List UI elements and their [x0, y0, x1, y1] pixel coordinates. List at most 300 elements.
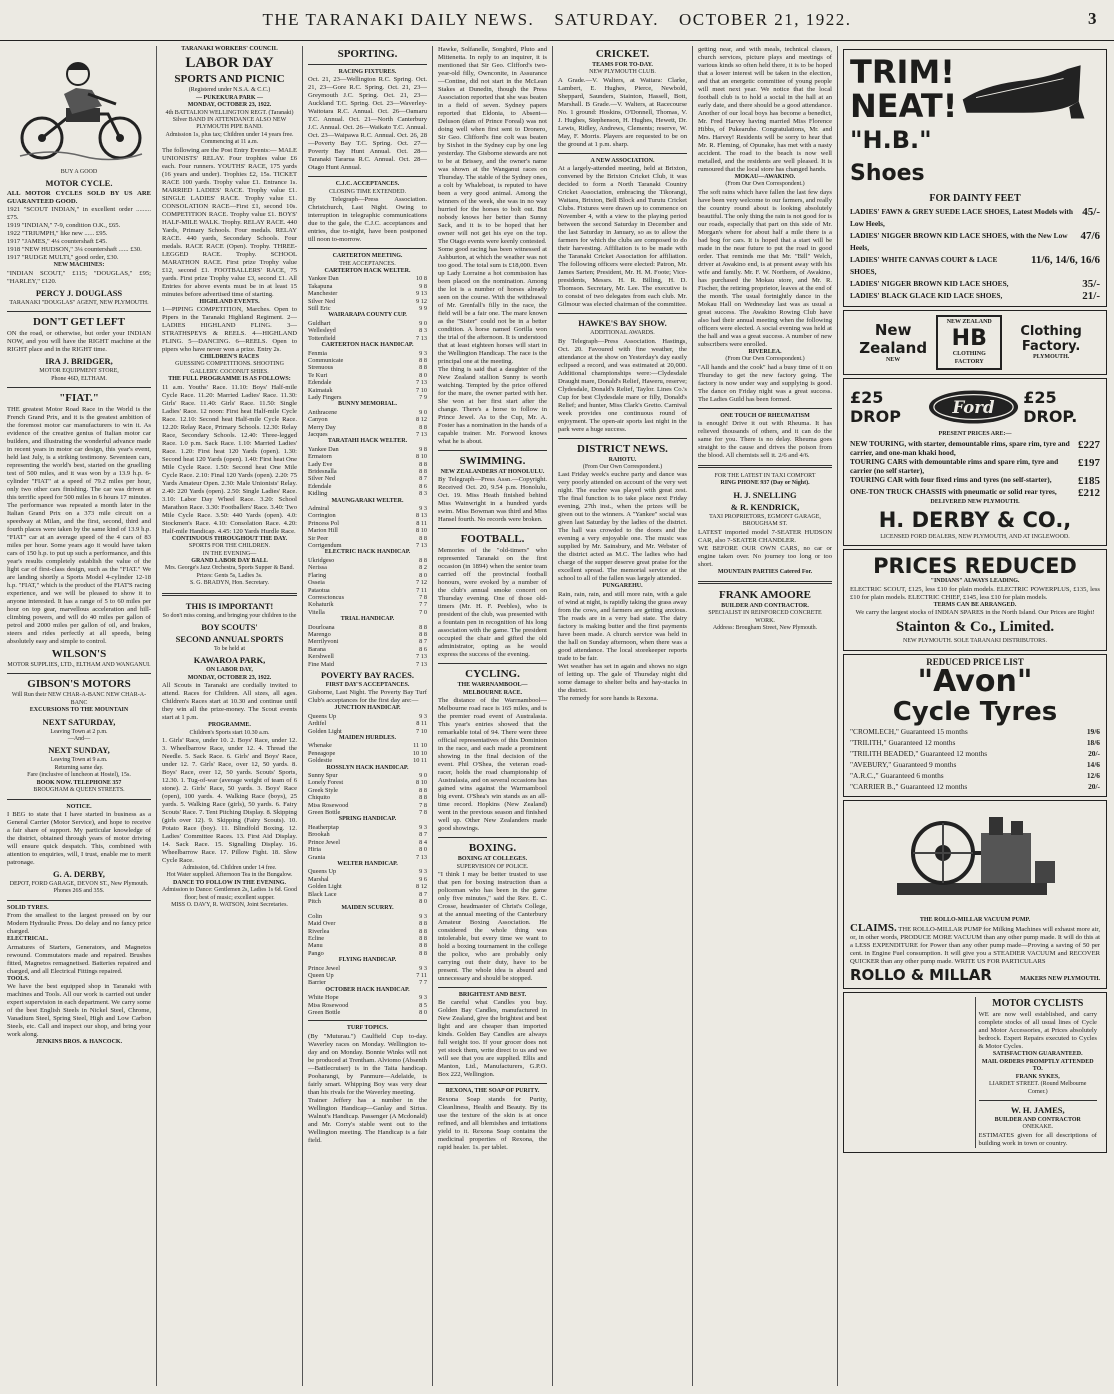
horse-name: Green Bottle [308, 1009, 341, 1017]
race-entry-row [308, 542, 427, 549]
association-text: At a largely-attended meeting, held at Brixton, convened by the Brixton Cricket Club, it was decided to form a North Taranaki Country Cricket Association, embracing the Tikorangi, Waitara, Brixton, Bell Block and Turutu Cricket Clubs. Fixtures were drawn up to commence on November 4, with a view to the playing period between the second Saturday in December and the last Saturday in January, so as to allow the farmers for which the clubs are composed to do their harvesting. Affiliation is to be made with the Taranaki Cricket Association for affiliation. The following officers were elected: Patron, Mr. James Sarten; President, Mr. H. M. Foote; Vice-presidents, Messrs. H. R. Billing, H. D. Thomson. Secretary, Mr. Lee. The executive is to consist of two delegates from each club. Mr. Gilmour was elected chairman of the committee. [558, 165, 687, 309]
tyre-row [850, 759, 1100, 770]
race-entry-row [308, 446, 427, 453]
highland-text: 1—PIPING COMPETITION, Marches. Open to Pipers in the Taranaki Highland Regiment. 2—LADIES HIGHLAND FLING. 3—STRATHSPEYS & REELS. 4—HIGHLAND FLING. 5—DANCING. 6—REELS. Open to pipers who have never won a prize. Entry 2s. [162, 306, 297, 354]
horse-name: Corresctoncus [308, 593, 345, 601]
race-entry-row [308, 787, 427, 794]
horse-name: Princess Pol [308, 519, 339, 527]
boxing-text: "I think I may be better trusted to use that pen for boxing instruction than a policeman who has been in the game only five minutes," said the Rev. E. C. Crosse, headmaster of Christ's College, at the annual meeting of the Canterbury Amateur Boxing Association. He considered the whole thing was intolerable, but every time we want to hold a boxing tournament in the college the police, who are probably only carrying out their duty, have to be present. The whole idea is absurd and unnecessary and should be stopped. [438, 871, 547, 983]
horse-name: Barrier [308, 979, 326, 987]
column-6 [693, 46, 838, 1386]
horse-weight: 8 8 [419, 364, 427, 372]
additional-awards: ADDITIONAL AWARDS. [590, 330, 655, 337]
tyre-price: 20/- [1088, 782, 1100, 792]
venue: — PUKEKURA PARK — [195, 94, 264, 101]
bottom-ads [843, 992, 1107, 1152]
brightest-heading: BRIGHTEST AND BEST. [458, 992, 527, 999]
race-entry-row [308, 920, 427, 927]
horse-weight: 7 7 [419, 979, 427, 987]
shoe-description: LADIES' FAWN & GREY SUEDE LACE SHOES, Latest Models with Low Heels, [850, 207, 1073, 228]
shoe-price: 35/- [1082, 278, 1100, 290]
estimates-text: ESTIMATES given for all descriptions of building work in town or country. [978, 1131, 1097, 1147]
taxi-ring: RING PHONE 937 (Day or Night). [720, 480, 810, 487]
horse-name: Pitch [308, 897, 321, 905]
moto-heading: MOTOR CYCLE. [45, 178, 113, 189]
horse-name: Vitella [308, 608, 325, 616]
horse-weight: 9 3 [419, 912, 427, 920]
page-number: 3 [1088, 9, 1098, 28]
football-text: Memories of the "old-timers" who represented Taranaki on the first occasion (in 1894) when the senior team carried off the provincial football honours, were evoked by a number of the club's annual smoke concert on Thursday evening. One of those old-timers (Mr. H. F. Peebles), who is president of the club, was presented with a fountain pen in recognition of his long association with the game. The president occupied the chair and gifted the old administrator, opting as he would express the success of the evening. [438, 547, 547, 659]
rheumatism-text: is enough! Drive it out with Rheuma. It has relieved thousands of others, and it can do the same for you. There is no delay. Rheuma goes straight to the cause and drives the poison from the blood. All chemists sell it. 2/6 and 4/6. [698, 420, 832, 460]
wilson-subtitle: MOTOR SUPPLIES, LTD., ELTHAM AND WANGANUI. [7, 662, 151, 669]
secretary-name: S. G. BRADYN, Hon. Secretary. [189, 580, 270, 587]
race-entry-row [308, 950, 427, 957]
horse-weight: 8 3 [419, 490, 427, 498]
horse-weight: 9 0 [419, 319, 427, 327]
horse-name: Marshal [308, 875, 329, 883]
colleges-heading: BOXING AT COLLEGES. [457, 856, 528, 863]
tyre-price-list [850, 726, 1100, 792]
horse-weight: 8 8 [419, 920, 427, 928]
horse-name: Still Eric [308, 305, 331, 313]
horse-name: Miss Rosewood [308, 1001, 349, 1009]
mokau-sub: (From Our Own Correspondent.) [725, 181, 805, 188]
horse-name: Golden Light [308, 883, 342, 891]
tools-text: We have the best equipped shop in Taranaki with machines and Tools. All our work is carried out under expert supervision in each department. We carry some of the best English Steels in Nickel Steel, Chrome, Vanadium Steel, Spring Steel, High and Low Carbon Steels, etc. Call and inspect our shop, and bring your work along. [7, 982, 151, 1038]
horse-name: Maid Over [308, 920, 336, 928]
cycle-tyres: Cycle Tyres [892, 697, 1058, 728]
nz-new: NEW [885, 356, 901, 363]
shoe-price-row [850, 278, 1100, 290]
nz-clothing-ad [843, 310, 1107, 375]
horse-name: Flaring [308, 571, 327, 579]
taxi-for: FOR THE LATEST IN TAXI COMFORT [714, 473, 816, 480]
tyre-price: 20/- [1088, 749, 1100, 759]
race-entry-row [308, 868, 427, 875]
gibson-subtitle: Will Run their NEW CHAR-A-BANC NEW CHAR-A-BANC [11, 692, 147, 706]
hb-heading: "H.B." [850, 126, 932, 154]
highland-heading: HIGHLAND EVENTS. [199, 298, 260, 305]
james-name: W. H. JAMES, [1010, 1104, 1065, 1115]
moto-list-item: 1917 "JAMES," 4¼ countershaft £45. [7, 238, 108, 246]
paper-day: SATURDAY. [554, 10, 659, 29]
horse-weight: 9 3 [419, 868, 427, 876]
race-heading: TRIAL HANDICAP. [340, 616, 395, 623]
horse-weight: 8 6 [419, 645, 427, 653]
horse-weight: 8 8 [419, 942, 427, 950]
stainton-sub: NEW PLYMOUTH. SOLE TARANAKI DISTRIBUTORS. [903, 638, 1047, 645]
grand-ball-text: Mrs. George's Jazz Orchestra, Sports Supper & Band. Prizes: Gents 5s, Ladies 3s. [165, 565, 294, 579]
race-entry-row [308, 772, 427, 779]
horse-name: Barana [308, 645, 326, 653]
important-heading: THIS IS IMPORTANT! [185, 600, 274, 611]
race-entry-row [308, 557, 427, 564]
ford-price-row [850, 439, 1100, 457]
rollo-millar-ad [843, 800, 1107, 989]
race-entry-row [308, 327, 427, 334]
race-heading: FIRST DAY'S ACCEPTANCES. [325, 681, 410, 688]
race-entry-row [308, 364, 427, 371]
horse-weight: 9 0 [419, 772, 427, 780]
race-entry-row [308, 965, 427, 972]
race-entry-row [308, 320, 427, 327]
race-heading: BUNNY MEMORIAL. [337, 401, 398, 408]
ford-price: £227 [1078, 438, 1100, 451]
horse-weight: 7 12 [415, 579, 427, 587]
horse-name: Admiral [308, 505, 329, 513]
labor-day-heading: LABOR DAY [185, 55, 274, 72]
mail-orders: MAIL ORDERS PROMPTLY ATTENDED TO. [981, 1058, 1094, 1073]
taxi-proprietors: TAXI PROPRIETORS, EGMONT GARAGE, BROUGHAM ST. [709, 513, 821, 528]
scouts-date: MONDAY, OCTOBER 23, 1922. [187, 674, 272, 681]
horse-name: Nerissa [308, 564, 327, 572]
riverlea-heading: RIVERLEA. [748, 348, 782, 355]
horse-name: Green Bottle [308, 809, 341, 817]
wilson-name: WILSON'S [51, 648, 107, 661]
horse-weight: 7 9 [419, 393, 427, 401]
derby-depot: DEPOT, FORD GARAGE, DEVON ST., New Plymouth. Phones 26S and 35S. [9, 880, 149, 895]
tyre-row [850, 781, 1100, 792]
evening-note: IN THE EVENING— [202, 550, 257, 557]
race-entry-row [308, 742, 427, 749]
race-heading: MAIDEN HURDLES. [338, 735, 396, 741]
horse-weight: 9 3 [419, 712, 427, 720]
ford-price: £212 [1078, 486, 1100, 499]
ford-model: TOURING CARS with demountable rims and spare rim, tyre and carrier (no self starter), [850, 456, 1059, 475]
horse-weight: 8 6 [419, 482, 427, 490]
nz-word: New Zealand [859, 320, 928, 357]
terms-text: We carry the largest stocks of INDIAN SPARES in the North Island. Our Prices are Right! [855, 609, 1095, 617]
race-heading: MAIDEN SCURRY. [341, 905, 394, 912]
amoore-name: FRANK AMOORE [719, 589, 811, 602]
horse-weight: 9 3 [419, 994, 427, 1002]
horse-name: Chiquito [308, 794, 331, 802]
satisfaction-note: SATISFACTION GUARANTEED. [992, 1051, 1083, 1058]
race-heading: ELECTRIC HACK HANDICAP. [324, 549, 411, 556]
rahotu-heading: RAHOTU. [608, 456, 637, 463]
horse-name: Edendale [308, 482, 332, 490]
horse-weight: 8 4 [419, 838, 427, 846]
race-entry-row [308, 1009, 427, 1016]
race-entry-row [308, 305, 427, 312]
column-1 [2, 46, 157, 1386]
horse-name: Silver Ned [308, 475, 336, 483]
horse-name: Kershwell [308, 653, 334, 661]
return-note: Returning same day. [54, 764, 104, 771]
horse-name: Whenake [308, 742, 332, 750]
hawkes-bay-heading: HAWKE'S BAY SHOW. [578, 318, 667, 329]
claims-body: THE ROLLO-MILLAR PUMP for Milking Machines will exhaust more air, or, in other words, PRODUCE MORE VACUUM than any other pump made. It will do this at a LESS EXPENDITURE for Power than any other pump made—Proving a saving of 50 per cent. in Engine Fuel consumption. It will give you a STEADIER VACUUM and RECOVER QUICKER than any other pump made. WRITE US FOR PARTICULARS [850, 926, 1100, 966]
ford-price: £197 [1078, 456, 1100, 469]
nz-logo-top: NEW ZEALAND [946, 319, 992, 325]
race-entry-row [308, 594, 427, 601]
sports-children-note: SPORTS FOR THE CHILDREN. [188, 543, 271, 550]
race-acceptance-tables [308, 268, 427, 1016]
race-entry-row [308, 512, 427, 519]
horse-weight: 7 13 [415, 660, 427, 668]
horse-name: Lady Fingers [308, 393, 342, 401]
race-entry-row [308, 564, 427, 571]
race-entry-row [308, 883, 427, 890]
band-note: 4th BATTALION WELLINGTON REGT. (Taranaki) Silver BAND IN ATTENDANCE ALSO NEW PLYMOUTH PIPE BAND. [165, 109, 294, 131]
race-entry-row [308, 646, 427, 653]
tyre-name: "TRILITH," Guaranteed 12 months [850, 738, 956, 748]
race-heading: MAUNGARAKI WELTER. [331, 497, 404, 504]
motor-cyclists-heading: MOTOR CYCLISTS [992, 998, 1084, 1010]
horse-name: Sunny Spur [308, 772, 338, 780]
race-entry-row [308, 379, 427, 386]
dont-get-left-heading: DON'T GET LEFT [33, 316, 125, 329]
shoe-price-row [850, 290, 1100, 302]
tyre-name: "CROMLECH," Guaranteed 15 months [850, 727, 968, 737]
horse-weight: 8 8 [419, 927, 427, 935]
horse-weight: 8 12 [415, 416, 427, 424]
race-entry-row [308, 350, 427, 357]
race-entry-row [308, 527, 427, 534]
excursions: EXCURSIONS TO THE MOUNTAIN [29, 707, 129, 714]
horse-weight: 8 3 [419, 327, 427, 335]
horse-name: Lady Eve [308, 460, 333, 468]
ford-logo-icon [924, 383, 1023, 431]
racing-fixtures-list: Oct. 21, 23—Wellington R.C. Spring. Oct. 21, 23—Gore R.C. Spring. Oct. 21, 23—Greymouth J.C. Spring. Oct. 21, 23—Auckland T.C. Spring. Oct. 23—Waverley-Waitotara R.C. Annual. Oct. 26—Oamaru T.C. Annual. Oct. 21—North Canterbury J.C. Annual. Oct. 26—Waikato T.C. Annual. Oct. 23—Waipawa R.C. Annual. Oct. 26, 28—Poverty Bay T.C. Spring. Oct. 27—Poverty Bay Hunt Annual. Oct. 28—Taranaki Tararua R.C. Annual. Oct. 28—Otago Hunt Annual. [308, 76, 427, 172]
horse-weight: 8 0 [419, 371, 427, 379]
horse-weight: 10 8 [415, 275, 427, 283]
horse-weight: 11 10 [413, 742, 427, 750]
race-entry-row [308, 779, 427, 786]
honolulu-text: By Telegraph—Press Assn.—Copyright. Received Oct. 20, 9.54 p.m. Honolulu, Oct. 19. Miss Heath finished behind Miss Wainwright in a hundred yards swim. Miss Bowman was third and Miss Hansel fourth. No records were broken. [438, 476, 547, 524]
column-4 [433, 46, 553, 1386]
race-entry-row [308, 335, 427, 342]
race-entry-row [308, 891, 427, 898]
horse-name: Te Kuri [308, 371, 328, 379]
new-machines-list: "INDIAN SCOUT," £115; "DOUGLAS," £95; "HARLEY," £120. [7, 269, 151, 285]
programme-items: 1. Girls' Race, under 10. 2. Boys' Race, under 12. 3. Wheelbarrow Race, under 12. 4. Thread the Needle. 5. Sack Race. 6. Girls' and Boys' Race, under 12. 7. Girls' Race, over 12, 50 yards. 8. Boys' Race, over 12, 50 yards. Scouts' Sports, 12.30. 1. Tug-of-war (average weight of team of 6 stone). 2. Girls' Race, 50 yards. 3. Boys' Race (open), 100 yards. 4. Walking Race (boys), 25 yards. 5. Walking Race (girls), 50 yards. 6. Fairy Scouts' Race. 7. Tent Pitching Display. 8. Skipping (girls over 12). 9. Skipping (Fairy Scouts). 10. Potato Race (boy). 11. Blindfold Boxing. 12. Ladies' Committee Races. 13. First Aid Display. 14. Sack Race. 15. Signalling Display. 16. Wheelbarrow Race. 17. Pillow Fight. 18. Slow Cycle Race. [162, 736, 297, 864]
reduced-price-list: REDUCED PRICE LIST [926, 656, 1024, 667]
horse-name: Guldhart [308, 319, 331, 327]
race-entry-row [308, 505, 427, 512]
present-prices: PRESENT PRICES ARE:— [938, 431, 1012, 438]
race-entry-row [308, 713, 427, 720]
tyre-row [850, 748, 1100, 759]
race-entry-row [308, 1002, 427, 1009]
race-entry-row [308, 854, 427, 861]
teams-heading: TEAMS FOR TO-DAY. [592, 62, 653, 68]
horse-weight: 8 10 [415, 779, 427, 787]
shoe-price-row [850, 254, 1100, 278]
horse-name: Silver Ned [308, 297, 336, 305]
scouts-text: All Scouts in Taranaki are cordially invited to attend. Races for Children. All sizes, all ages. Children's Races start at 10.30 and continue until they win all the prize-money. The Scout events start at 1 p.m. [162, 682, 297, 722]
horse-weight: 7 13 [415, 379, 427, 387]
race-entry-row [308, 928, 427, 935]
race-heading: CARTERTON HACK WELTER. [324, 268, 411, 275]
horse-name: Ermatorn [308, 453, 332, 461]
race-heading: Gisborne, Last Night. The Poverty Bay Turf Club's acceptances for the first day are:— [308, 689, 427, 705]
james-sub: BUILDER AND CONTRACTOR [994, 1116, 1081, 1123]
horse-weight: 9 3 [419, 349, 427, 357]
horse-name: Osseia [308, 579, 325, 587]
stainton-ad [843, 549, 1107, 650]
turf-topics-text: (By "Muturau.") Caulfield Cup to-day. Waverley races on Monday. Wellington to-day and on Monday. Bonnie Winks will not be produced at Trentham. Alviomo (Absenth—Battlecruiser) is in the Taita handicap. Pooharangi, by Panmure—Adelaide, is fairly smart. Whipping Boy was very dear than his rivals for the Waverley meeting. [308, 1032, 427, 1096]
motorcycle-rider-illustration [12, 48, 147, 166]
solid-tyres-text: From the smallest to the largest pressed on by our Modern Hydraulic Press. Do delay and no fancy price charged. [7, 912, 151, 936]
horse-name: Grania [308, 853, 326, 861]
horse-weight: 8 7 [419, 890, 427, 898]
horse-weight: 9 6 [419, 875, 427, 883]
race-entry-row [308, 475, 427, 482]
race-entry-row [308, 609, 427, 616]
race-entry-row [308, 839, 427, 846]
derby-sub: LICENSED FORD DEALERS, NEW PLYMOUTH, AND AT INGLEWOOD. [880, 534, 1070, 541]
solid-tyres-heading: SOLID TYRES. [7, 904, 49, 911]
shoe-description: LADIES' NIGGER BROWN KID LACE SHOES, [850, 279, 1009, 288]
race-entry-row [308, 979, 427, 986]
horse-name: Canyon [308, 416, 328, 424]
horse-name: Ecline [308, 934, 325, 942]
new-machines-heading: NEW MACHINES: [53, 262, 105, 269]
race-entry-row [308, 283, 427, 290]
moto-list-item: 1917 "RUDGE MULTI," good order, £30. [7, 254, 119, 262]
race-entry-row [308, 579, 427, 586]
race-entry-row [308, 601, 427, 608]
joint-secretaries: MISS O. DAVY, R. WATSON, Joint Secretaries. [171, 902, 288, 908]
closing-time-heading: CLOSING TIME EXTENDED. [328, 188, 407, 195]
programme-heading: PROGRAMME. [208, 722, 251, 729]
shoe-illustration [957, 54, 1100, 124]
race-entry-row [308, 720, 427, 727]
hot-water-note: Hot Water supplied. Afternoon Tea in the Bungalow. [166, 872, 293, 879]
horse-name: Strenuous [308, 364, 334, 372]
cycling-heading: CYCLING. [465, 668, 520, 681]
association-heading: A NEW ASSOCIATION. [590, 157, 655, 164]
tyre-name: "TRILITH BEADED," Guaranteed 12 months [850, 749, 988, 759]
latest-cars: LATEST imported model 7-SEATER HUDSON CAR, also 7-SEATER CHANDLER. [698, 528, 832, 544]
horse-name: Merrilyvoni [308, 638, 339, 646]
turf-continued-3: The thing is said that a daughter of the New Zealand stallion Sunny is worth watching. Tempted by the price offered for the mare, the owner parted with her. She won at her first start after the change. There's a horse to follow in Prince Jewel. As to the Cup, Mr. A. Foster has a nomination in the hands of a capable trainer. Mr. Forwood knows what he is about. [438, 366, 547, 445]
seller-subtitle: TARANAKI "DOUGLAS" AGENT, NEW PLYMOUTH. [9, 299, 149, 306]
horse-weight: 8 7 [419, 638, 427, 646]
horse-name: Lonely Forest [308, 779, 344, 787]
horse-name: Fenmia [308, 349, 327, 357]
admission-note: Admission 1s, plus tax; Children under 14 years free. [165, 131, 294, 138]
tyre-row [850, 770, 1100, 781]
horse-name: Yankee Dan [308, 275, 339, 283]
race-entry-row [308, 972, 427, 979]
race-entry-row [308, 824, 427, 831]
pungarehu-heading: PUNGAREHU. [602, 583, 643, 590]
acceptances-heading: THE ACCEPTANCES. [339, 260, 396, 267]
rahotu-sub: (From Our Own Correspondent.) [582, 464, 663, 471]
club-text: A Grade.—V. Walters, at Waitara: Clarke, Lambert, E. Hughes, Pierce, Newbold, Sheppard, Saunders, Stainton, Hassell, Bott, Marshall. B Grade.—V. Walters, at Racecourse No. 1 ground: Hoskins, O'Donnell, Thomas, V. J. Hughes, Stephenson, H. Hughes, Hewett, Dr. Lewis, Ridley, Andrews, Clements; reserve, W. May, F. Morris. Players are requested to be on the ground at 1 p.m. sharp. [558, 76, 687, 148]
horse-weight: 7 13 [415, 853, 427, 861]
shoe-price-list [850, 206, 1100, 302]
race-entry-row [308, 520, 427, 527]
and-divider: —And— [67, 736, 91, 743]
ira-phone: Phone 46D, ELTHAM. [51, 375, 107, 382]
horse-weight: 8 5 [419, 1001, 427, 1009]
race-entry-row [308, 728, 427, 735]
claims-word: CLAIMS. [850, 922, 897, 935]
horse-weight: 9 12 [415, 297, 427, 305]
horse-name: Queen Up [308, 972, 334, 979]
wet-weather-text: Wet weather has set in again and shows no sign of letting up. The gale of Thursday night did some damage to shelter belts and hay-stacks in the district. [558, 662, 687, 694]
horse-weight: 8 8 [419, 556, 427, 564]
horse-weight: 8 8 [419, 623, 427, 631]
tyre-price: 18/6 [1086, 738, 1100, 748]
race-entry-row [308, 653, 427, 660]
turf-topics-text-2: Trainer Jeffery has a number in the Wellington Handicap—Ganlay and Sirius. Walnut's Handicap. Passenger (A Mcdonald) and Mr. Corry's stable went out to the Wellington meeting. The Handicap is a fair field. [308, 1096, 427, 1144]
sykes-name: FRANK SYKES, [1015, 1073, 1060, 1080]
racing-fixtures-heading: RACING FIXTURES. [338, 69, 397, 75]
sporting-heading: SPORTING. [337, 48, 398, 60]
race-entry-row [308, 409, 427, 416]
nz-clothing-logo [936, 315, 1002, 370]
snelling-name: H. J. SNELLING [733, 489, 797, 500]
riverlea-text: "All hands and the cook" had a busy time of it on Thursday to get the new factory going. The factory is now under way and supplying is good. The dance on Friday night was a great success. The Ladies Guild has been formed. [698, 363, 832, 403]
race-entry-row [308, 387, 427, 394]
race-entry-row [308, 757, 427, 764]
supervision-heading: SUPERVISION OF POLICE. [456, 863, 529, 870]
horse-weight: 8 8 [419, 934, 427, 942]
gibson-heading: GIBSON'S MOTORS [27, 678, 131, 691]
horse-weight: 8 8 [419, 794, 427, 802]
horse-name: Corrigendum [308, 542, 342, 550]
horse-weight: 9 3 [419, 823, 427, 831]
race-entry-row [308, 935, 427, 942]
grand-ball-heading: GRAND LABOR DAY BALL [191, 557, 268, 564]
turf-topics-heading: TURF TOPICS. [346, 1025, 389, 1032]
horse-weight: 8 8 [419, 534, 427, 542]
next-saturday: NEXT SATURDAY, [42, 716, 116, 727]
brougham-address: BROUGHAM & QUEEN STREETS. [33, 787, 125, 794]
race-entry-row [308, 468, 427, 475]
race-entry-row [308, 490, 427, 497]
indians-leading: "INDIANS" ALWAYS LEADING. [930, 578, 1020, 585]
book-telephone: BOOK NOW. TELEPHONE 357 [36, 779, 122, 786]
rexona-note: The remedy for sore hands is Rexona. [558, 694, 659, 702]
race-entry-row [308, 638, 427, 645]
horse-weight: 9 8 [419, 445, 427, 453]
race-heading: SPRING HANDICAP. [338, 816, 397, 823]
shoe-description: LADIES' BLACK GLACE KID LACE SHOES, [850, 291, 1003, 300]
horse-weight: 8 0 [419, 897, 427, 905]
paper-date: OCTOBER 21, 1922. [679, 10, 852, 29]
race-entry-row [308, 898, 427, 905]
horse-weight: 8 11 [416, 720, 427, 728]
riverlea-sub: (From Our Own Correspondent.) [725, 356, 805, 363]
race-entry-row [308, 846, 427, 853]
horse-weight: 8 8 [419, 356, 427, 364]
horse-name: Kidling [308, 490, 328, 498]
race-heading: OCTOBER HACK HANDICAP. [325, 986, 410, 993]
horse-name: Anthracene [308, 408, 338, 416]
ford-price-row [850, 475, 1100, 487]
race-entry-row [308, 572, 427, 579]
delivered-note: DELIVERED NEW PLYMOUTH. [930, 498, 1020, 505]
shoe-price: 45/- [1082, 206, 1100, 218]
claims-text [850, 924, 1100, 966]
fare-note: Fare (inclusive of luncheon at Hostel), 15s. [27, 772, 131, 779]
race-entry-row [308, 290, 427, 297]
race-heading: JUNCTION HANDICAP. [334, 705, 401, 712]
carterton-heading: CARTERTON MEETING. [332, 253, 403, 260]
horse-weight: 8 8 [419, 460, 427, 468]
horse-name: Jacques [308, 430, 328, 438]
race-entry-row [308, 794, 427, 801]
race-entry-row [308, 994, 427, 1001]
race-entry-row [308, 802, 427, 809]
horse-name: Miss Rosewood [308, 801, 349, 809]
derby-co: H. DERBY & CO., [878, 508, 1072, 533]
